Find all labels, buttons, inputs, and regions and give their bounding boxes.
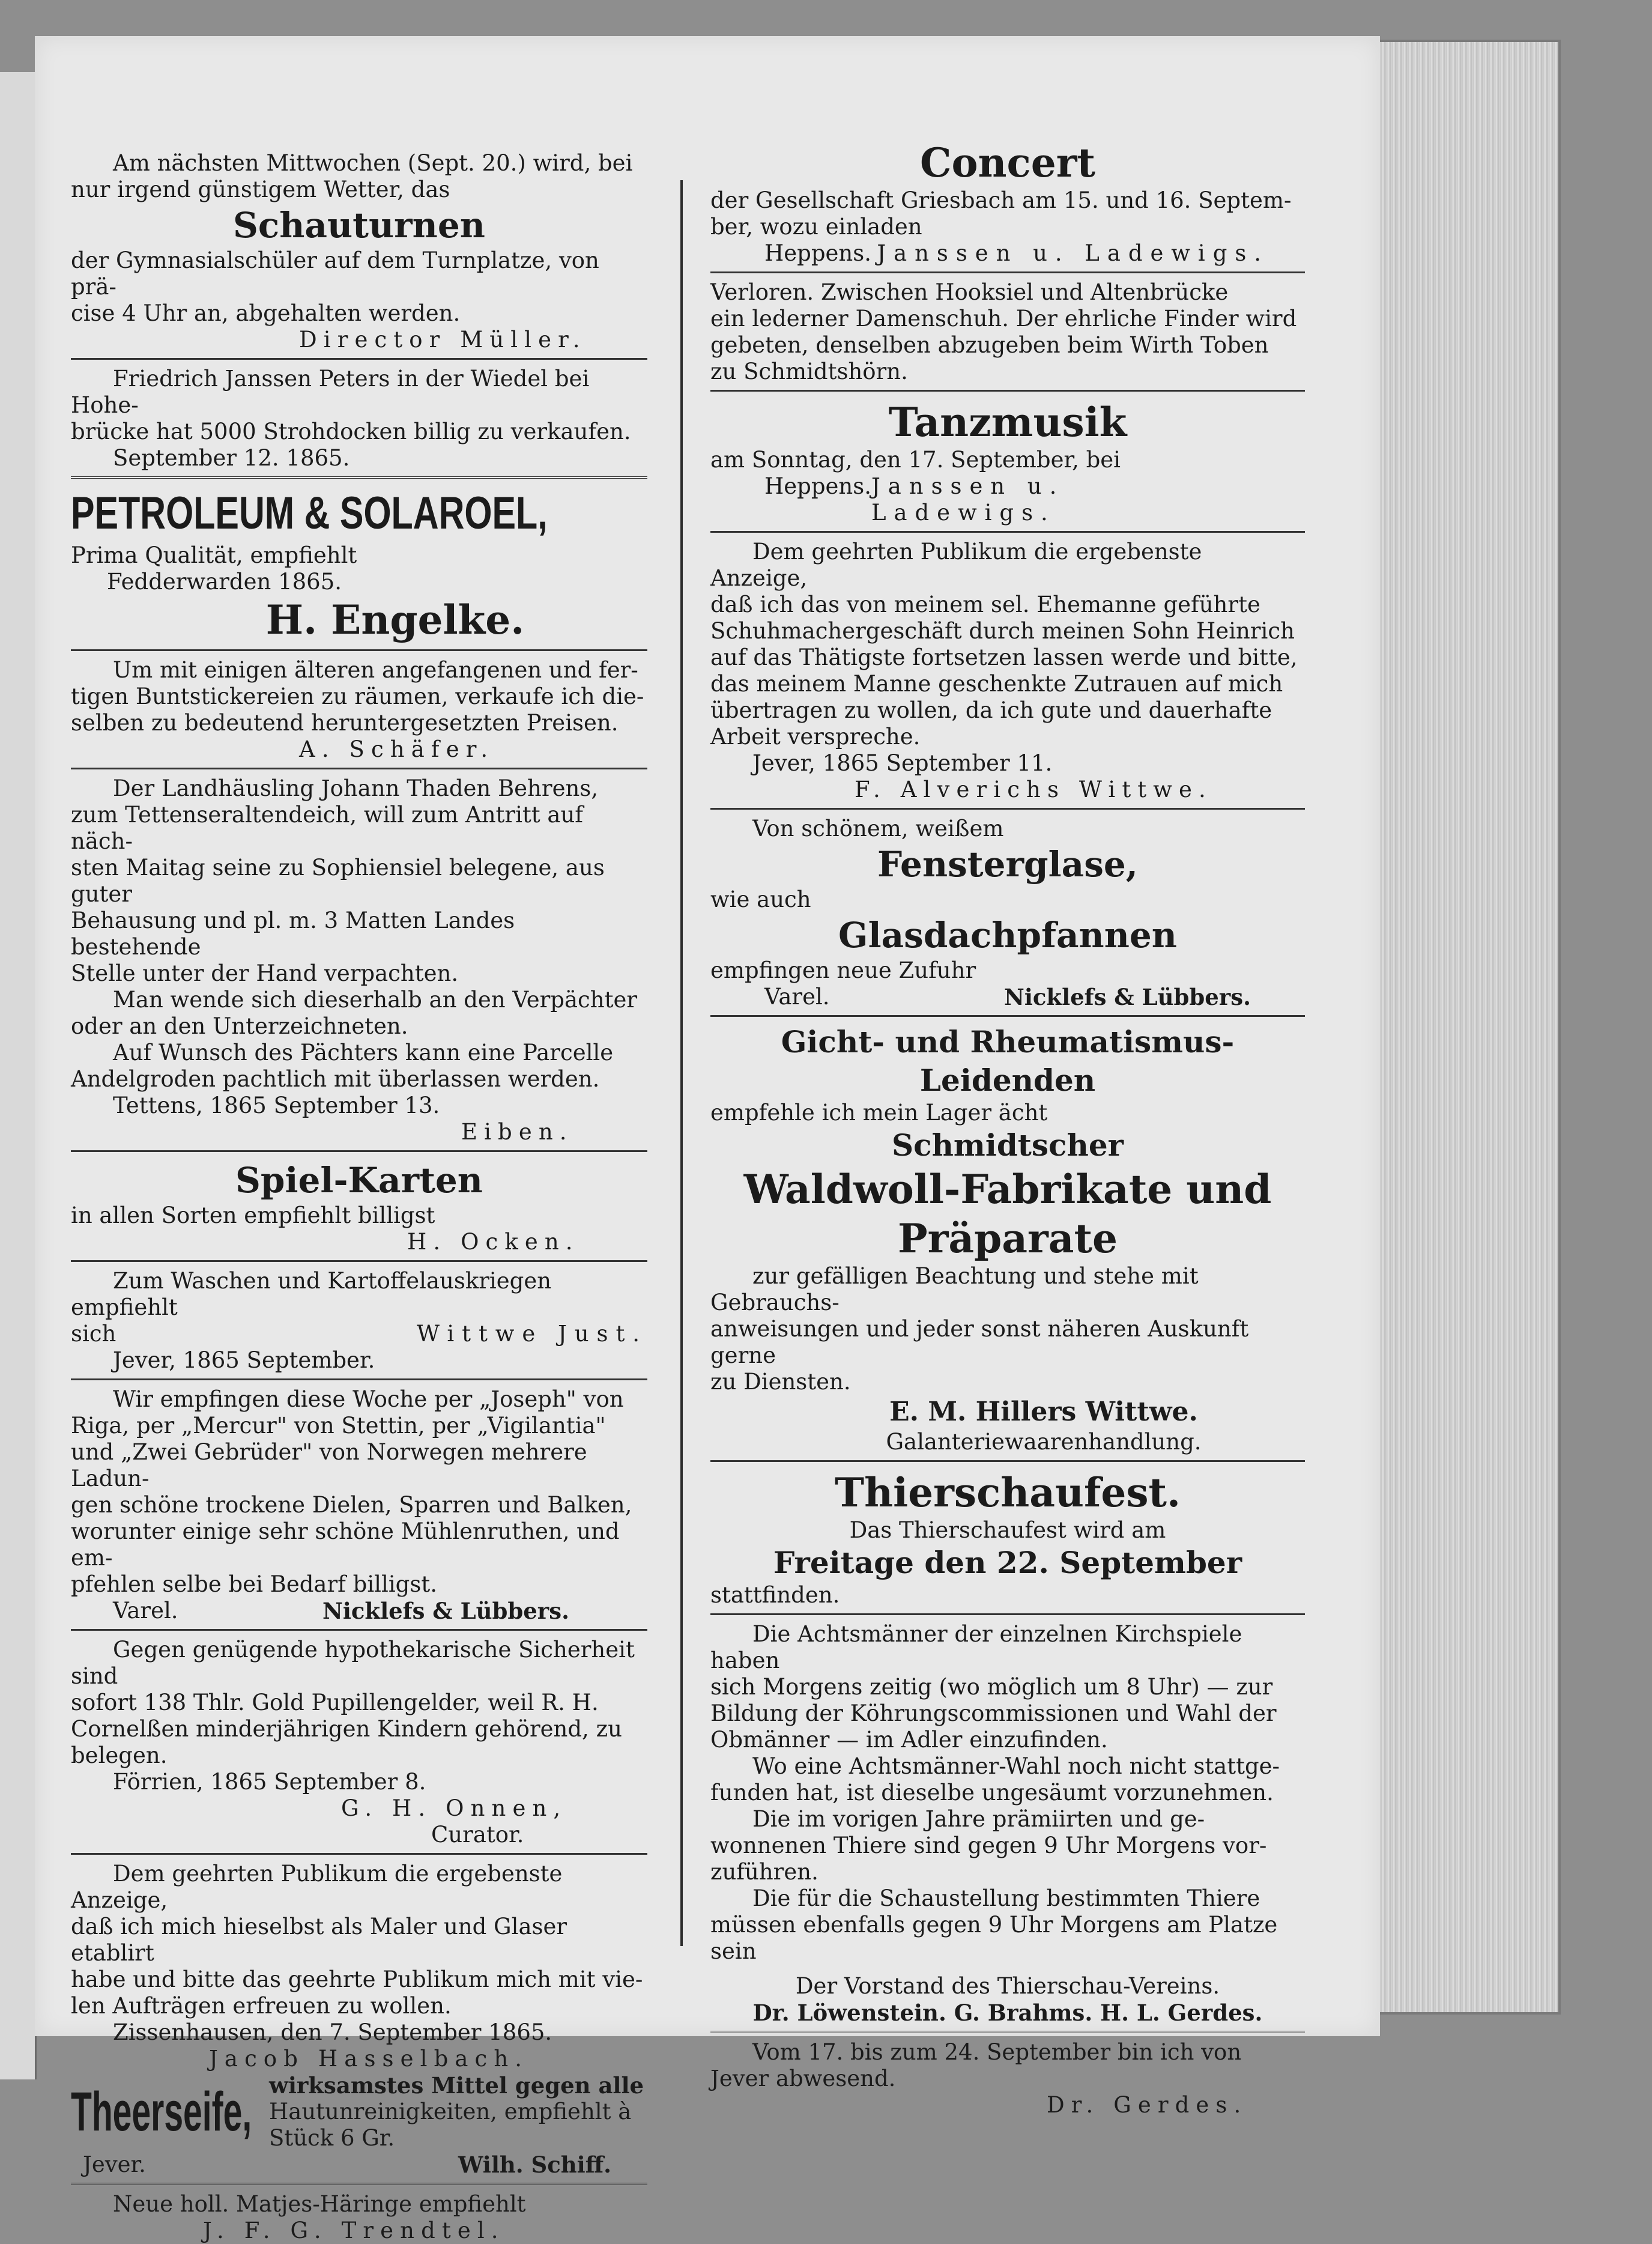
ad-text-block: [269, 2072, 647, 2152]
ad-line: Gegen genügende hypothekarische Sicherheit sind: [71, 1637, 635, 1689]
ad-concert: [710, 138, 1305, 267]
ad-title: Leidenden: [919, 1063, 1096, 1098]
ad-line: Verloren. Zwischen Hooksiel und Altenbrücke: [710, 279, 1229, 305]
ad-line: gebeten, denselben abzugeben beim Wirth Toben: [710, 332, 1269, 358]
ad-waschen: [71, 1268, 647, 1374]
ad-gicht: [710, 1023, 1305, 1455]
ad-line: sein: [710, 1938, 757, 1964]
divider: [710, 1613, 1305, 1615]
ad-line: Wir empfingen diese Woche per „Joseph" von: [113, 1386, 624, 1412]
ad-signature: Wilh. Schiff.: [458, 2152, 611, 2178]
ad-row: [710, 240, 1305, 267]
ad-line: ein lederner Damenschuh. Der ehrliche Finder wird: [710, 306, 1297, 332]
ad-spielkarten: [71, 1158, 647, 1255]
ad-line: Am nächsten Mittwochen (Sept. 20.) wird, bei: [113, 150, 633, 176]
ad-line: len Aufträgen erfreuen zu wollen.: [71, 1993, 452, 2019]
ad-line: Hautunreinigkeiten, empfiehlt à: [269, 2099, 632, 2124]
ad-schauturnen: [71, 150, 647, 353]
ad-line: der Gesellschaft Griesbach am 15. und 16. Septem-: [710, 187, 1292, 213]
ad-abwesend: [710, 2039, 1305, 2118]
ad-line: Auf Wunsch des Pächters kann eine Parcelle: [113, 1040, 614, 1066]
ad-line: Dem geehrten Publikum die ergebenste Anzeige,: [710, 539, 1202, 591]
ad-line: Von schönem, weißem: [752, 816, 1004, 842]
ad-signature: Janssen u. Ladewigs.: [871, 473, 1065, 526]
ad-line: Fedderwarden 1865.: [107, 569, 342, 595]
ad-signature: E. M. Hillers Wittwe.: [889, 1396, 1198, 1427]
ad-signature: Janssen u. Ladewigs.: [877, 240, 1269, 266]
ad-title: Gicht- und Rheumatismus-: [781, 1024, 1235, 1060]
ad-line: zuführen.: [710, 1859, 818, 1885]
divider: [710, 1015, 1305, 1017]
ad-landhaus: [71, 775, 647, 1145]
ad-date: Tettens, 1865 September 13.: [113, 1093, 440, 1118]
ad-signature: J. F. G. Trendtel.: [203, 2218, 505, 2243]
ad-title: Theerseife,: [71, 2081, 252, 2142]
ad-line: pfehlen selbe bei Bedarf billigst.: [71, 1571, 437, 1597]
divider: [710, 531, 1305, 533]
divider: [71, 1629, 647, 1631]
ad-line: worunter einige sehr schöne Mühlenruthen, und em-: [71, 1518, 620, 1571]
ad-line: am Sonntag, den 17. September, bei: [710, 447, 1121, 473]
ad-line: sich Morgens zeitig (wo möglich um 8 Uhr) — zur: [710, 1674, 1273, 1700]
divider: [71, 649, 647, 651]
ad-signature: Nicklefs & Lübbers.: [322, 1598, 569, 1624]
ad-line: oder an den Unterzeichneten.: [71, 1013, 408, 1039]
ad-line: auf das Thätigste fortsetzen lassen werde und bitte,: [710, 644, 1298, 670]
ad-line: Das Thierschaufest wird am: [849, 1517, 1166, 1543]
ad-line: stattfinden.: [710, 1582, 840, 1608]
ad-signature: Der Vorstand des Thierschau-Vereins.: [795, 1973, 1220, 1999]
ad-maler: [71, 1861, 647, 2072]
ad-line: Stelle unter der Hand verpachten.: [71, 960, 459, 986]
ad-line: sich: [71, 1321, 116, 1347]
ad-petroleum: [71, 485, 647, 644]
ad-row: [710, 473, 1305, 526]
ad-line: Friedrich Janssen Peters in der Wiedel bei Hohe-: [71, 366, 590, 418]
right-column: [710, 138, 1305, 2118]
ad-signature: Wittwe Just.: [417, 1321, 647, 1347]
ad-line: Um mit einigen älteren angefangenen und fer-: [113, 657, 638, 683]
ad-line: Bildung der Köhrungscommissionen und Wahl der: [710, 1700, 1277, 1726]
ad-line: der Gymnasialschüler auf dem Turnplatze, von prä-: [71, 247, 599, 300]
book-page-edges: [1354, 42, 1558, 2012]
ad-signature: F. Alverichs Wittwe.: [855, 777, 1212, 802]
ad-signature: Dr. Gerdes.: [1047, 2092, 1248, 2118]
ad-fensterglas: [710, 816, 1305, 1010]
ad-line: daß ich das von meinem sel. Ehemanne geführte: [710, 592, 1260, 617]
ad-verloren: [710, 279, 1305, 385]
divider: [71, 2183, 647, 2185]
ad-line: empfingen neue Zufuhr: [710, 957, 976, 983]
ad-signature: Dr. Löwenstein. G. Brahms. H. L. Gerdes.: [752, 2000, 1263, 2026]
ad-line: Riga, per „Mercur" von Stettin, per „Vigilantia": [71, 1413, 606, 1439]
ad-title: Schmidtscher: [892, 1127, 1124, 1163]
ad-line: Andelgroden pachtlich mit überlassen werden.: [71, 1066, 600, 1092]
ad-row: [71, 2152, 647, 2178]
ad-line: Prima Qualität, empfiehlt: [71, 542, 357, 568]
ad-place: Jever.: [83, 2152, 146, 2177]
ad-line: brücke hat 5000 Strohdocken billig zu verkaufen.: [71, 419, 631, 444]
ad-line: zum Tettenseraltendeich, will zum Antritt auf näch-: [71, 802, 584, 854]
ad-line: Cornelßen minderjährigen Kindern gehörend, zu belegen.: [71, 1716, 622, 1768]
ad-signature-role: Curator.: [431, 1822, 524, 1848]
ad-line: wirksamstes Mittel gegen alle: [269, 2072, 644, 2099]
divider: [71, 768, 647, 769]
divider: [710, 808, 1305, 810]
ad-line: und „Zwei Gebrüder" von Norwegen mehrere Ladun-: [71, 1439, 587, 1491]
ad-line: Zum Waschen und Kartoffelauskriegen empfiehlt: [71, 1268, 552, 1320]
ad-line: übertragen zu wollen, da ich gute und dauerhafte: [710, 697, 1272, 723]
ad-date: September 12. 1865.: [113, 445, 350, 471]
newspaper-page: [35, 36, 1380, 2243]
ad-hypothek: [71, 1637, 647, 1848]
ad-title: Tanzmusik: [888, 399, 1127, 446]
ad-title: Präparate: [897, 1215, 1118, 1262]
ad-line: müssen ebenfalls gegen 9 Uhr Morgens am Platze: [710, 1912, 1278, 1938]
ad-line: Jever abwesend.: [710, 2066, 896, 2091]
ad-line: wonnenen Thiere sind gegen 9 Uhr Morgens vor-: [710, 1833, 1267, 1858]
ad-line: nur irgend günstigem Wetter, das: [71, 177, 450, 202]
ad-tanzmusik: [710, 398, 1305, 526]
ad-line: Schuhmachergeschäft durch meinen Sohn Heinrich: [710, 618, 1295, 644]
ad-line: selben zu bedeutend heruntergesetzten Preisen.: [71, 710, 619, 736]
ad-theerseife: [71, 2072, 647, 2152]
ad-line: Vom 17. bis zum 24. September bin ich von: [752, 2039, 1242, 2065]
ad-line: Obmänner — im Adler einzufinden.: [710, 1727, 1108, 1753]
ad-line: gen schöne trockene Dielen, Sparren und Balken,: [71, 1492, 632, 1518]
divider: [71, 1150, 647, 1152]
ad-signature: G. H. Onnen,: [341, 1795, 567, 1821]
divider: [710, 271, 1305, 273]
ad-title: Fensterglase,: [877, 844, 1138, 885]
ad-matjes: [71, 2191, 647, 2244]
ad-date: Jever, 1865 September 11.: [752, 750, 1053, 776]
ad-line: zu Diensten.: [710, 1369, 851, 1395]
ad-line: daß ich mich hieselbst als Maler und Glaser etablirt: [71, 1914, 567, 1966]
divider: [710, 390, 1305, 392]
column-divider: [680, 180, 683, 1946]
ad-line: Arbeit verspreche.: [710, 724, 921, 750]
ad-schuhmacher: [710, 539, 1305, 803]
ad-line: Man wende sich dieserhalb an den Verpächter: [113, 987, 638, 1013]
ad-line: anweisungen und jeder sonst näheren Auskunft gerne: [710, 1316, 1249, 1368]
left-column: [71, 150, 647, 2244]
divider: [710, 1460, 1305, 1462]
ad-line: Behausung und pl. m. 3 Matten Landes bestehende: [71, 908, 515, 960]
ad-title: Waldwoll-Fabrikate und: [743, 1166, 1272, 1213]
ad-row: [710, 984, 1305, 1010]
ad-signature: A. Schäfer.: [299, 736, 495, 762]
ad-signature: H. Engelke.: [265, 596, 525, 643]
ad-date: Jever, 1865 September.: [113, 1347, 375, 1373]
ad-signature: Director Müller.: [299, 327, 587, 353]
ad-signature: Nicklefs & Lübbers.: [1004, 984, 1251, 1010]
ad-row: [71, 1598, 647, 1624]
divider: [710, 2031, 1305, 2033]
divider: [71, 1853, 647, 1855]
ad-line: Die im vorigen Jahre prämiirten und ge-: [752, 1806, 1205, 1832]
divider: [71, 358, 647, 360]
ad-line: Dem geehrten Publikum die ergebenste Anzeige,: [71, 1861, 563, 1913]
ad-place: Varel.: [113, 1598, 178, 1624]
ad-title: Thierschaufest.: [834, 1469, 1181, 1516]
ad-line: in allen Sorten empfiehlt billigst: [71, 1202, 435, 1228]
ad-schiffe: [71, 1386, 647, 1624]
ad-line: ber, wozu einladen: [710, 214, 922, 240]
left-page-strip: [0, 72, 37, 2079]
ad-line: funden hat, ist dieselbe ungesäumt vorzunehmen.: [710, 1780, 1274, 1806]
ad-line: tigen Buntstickereien zu räumen, verkaufe ich die-: [71, 684, 644, 709]
divider: [71, 1260, 647, 1262]
ad-title: Glasdachpfannen: [838, 915, 1177, 956]
divider: [71, 476, 647, 479]
ad-place: Heppens.: [764, 240, 872, 266]
ad-title: Concert: [920, 139, 1095, 186]
ad-row: [71, 1321, 647, 1347]
ad-title: Schauturnen: [233, 205, 485, 246]
ad-line: Wo eine Achtsmänner-Wahl noch nicht stattge-: [752, 1753, 1280, 1779]
ad-line: Die für die Schaustellung bestimmten Thiere: [752, 1885, 1260, 1911]
ad-line: Neue holl. Matjes-Häringe empfiehlt: [113, 2191, 526, 2217]
ad-date: Zissenhausen, den 7. September 1865.: [113, 2019, 552, 2045]
ad-title: Spiel-Karten: [235, 1160, 483, 1201]
ad-signature: Eiben.: [461, 1119, 573, 1145]
ad-line: habe und bitte das geehrte Publikum mich mit vie-: [71, 1967, 643, 1992]
ad-place: Varel.: [764, 984, 830, 1010]
ad-line: Stück 6 Gr.: [269, 2125, 395, 2151]
ad-strohdocken: [71, 366, 647, 472]
ad-line: zur gefälligen Beachtung und stehe mit Gebrauchs-: [710, 1263, 1199, 1315]
ad-line: zu Schmidtshörn.: [710, 359, 908, 384]
ad-line: empfehle ich mein Lager ächt: [710, 1100, 1048, 1126]
ad-line: das meinem Manne geschenkte Zutrauen auf mich: [710, 671, 1283, 697]
ad-thierschaufest: [710, 1468, 1305, 2026]
ad-place: Heppens.: [764, 473, 872, 499]
ad-line: sofort 138 Thlr. Gold Pupillengelder, weil R. H.: [71, 1690, 599, 1715]
ad-signature: Jacob Hasselbach.: [209, 2046, 529, 2072]
ad-signature-sub: Galanteriewaarenhandlung.: [886, 1429, 1202, 1455]
ad-line: cise 4 Uhr an, abgehalten werden.: [71, 300, 461, 326]
ad-title: PETROLEUM & SOLAROEL,: [71, 488, 548, 539]
ad-signature: H. Ocken.: [407, 1229, 579, 1255]
ad-line: sten Maitag seine zu Sophiensiel belegene, aus guter: [71, 855, 605, 907]
ad-buntstickereien: [71, 657, 647, 763]
divider: [71, 1378, 647, 1380]
ad-line: Der Landhäusling Johann Thaden Behrens,: [113, 775, 599, 801]
ad-line: Die Achtsmänner der einzelnen Kirchspiele haben: [710, 1621, 1242, 1673]
ad-title: Freitage den 22. September: [773, 1545, 1242, 1580]
ad-date: Förrien, 1865 September 8.: [113, 1769, 426, 1795]
ad-line: wie auch: [710, 887, 811, 912]
